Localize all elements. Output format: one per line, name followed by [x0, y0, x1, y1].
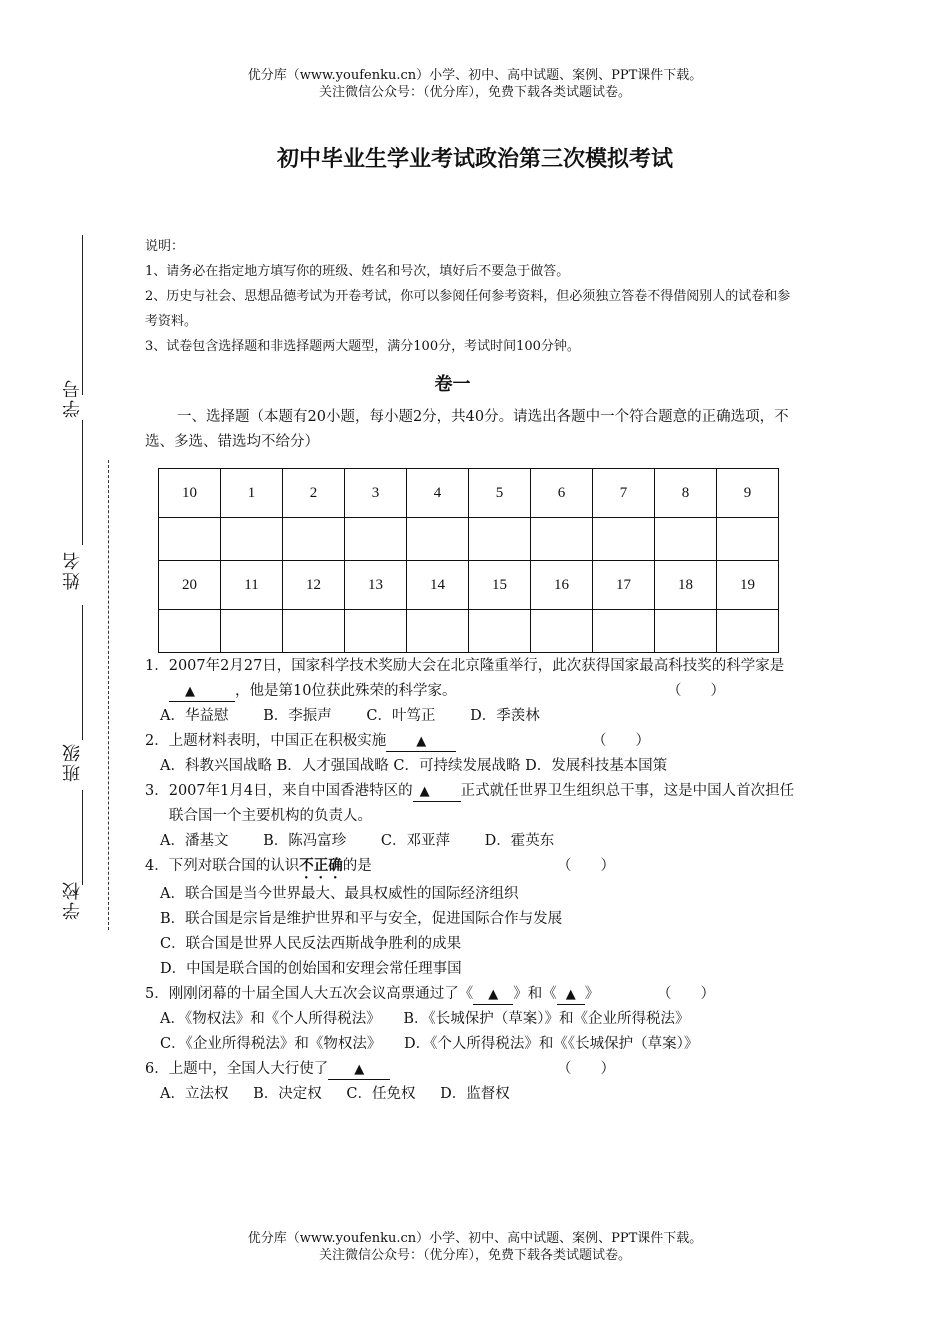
answer-blank: ▲ [473, 986, 513, 1005]
name-line [82, 420, 83, 545]
grid-number: 6 [531, 469, 593, 518]
answer-blank: ▲ [328, 1061, 390, 1080]
options-2 [145, 754, 795, 779]
question-text: 2．上题材料表明，中国正在积极实施 [145, 733, 387, 749]
class-line [82, 605, 83, 740]
page-header [0, 67, 950, 101]
grid-number: 20 [159, 561, 221, 610]
question-6 [145, 1057, 795, 1082]
options-5a [145, 1007, 795, 1032]
options-3 [145, 829, 795, 854]
option: C．《企业所得税法》和《物权法》 [160, 1036, 382, 1052]
answer-cell[interactable] [159, 610, 221, 653]
grid-number: 9 [717, 469, 779, 518]
option: A．潘基文 [160, 833, 229, 849]
instructions-heading: 说明： [145, 239, 185, 254]
question-text: 》和《 [513, 986, 557, 1002]
question-text: 6．上题中，全国人大行使了 [145, 1061, 329, 1077]
grid-number: 15 [469, 561, 531, 610]
option: C．联合国是世界人民反法西斯战争胜利的成果 [160, 936, 462, 952]
option: B．《长城保护（草案）》和《企业所得税法》 [403, 1011, 690, 1027]
header-line-1: 优分库（www.youfenku.cn）小学、初中、高中试题、案例、PPT课件下载。 [247, 68, 703, 83]
grid-number: 4 [407, 469, 469, 518]
grid-number: 12 [283, 561, 345, 610]
grid-number: 8 [655, 469, 717, 518]
exam-title: 初中毕业生学业考试政治第三次模拟考试 [276, 147, 673, 172]
answer-bracket: （ ） [557, 1061, 615, 1077]
answer-blank: ▲ [413, 783, 461, 802]
question-text: 的是 [342, 858, 372, 874]
question-3 [145, 779, 795, 829]
option: B．陈冯富珍 [263, 833, 347, 849]
grid-number: 13 [345, 561, 407, 610]
option: B．人才强国战略 [276, 758, 389, 774]
question-5 [145, 982, 795, 1007]
option: C．邓亚萍 [380, 833, 450, 849]
instruction-item: 1、请务必在指定地方填写你的班级、姓名和号次，填好后不要急于做答。 [145, 264, 570, 279]
answer-cell[interactable] [531, 610, 593, 653]
answer-cell[interactable] [717, 610, 779, 653]
page-footer [0, 1230, 950, 1264]
option: C．可持续发展战略 [393, 758, 521, 774]
option: A．科教兴国战略 [160, 758, 272, 774]
answer-cell[interactable] [469, 610, 531, 653]
option: B．决定权 [253, 1086, 322, 1102]
answer-cell[interactable] [221, 518, 283, 561]
question-text: 5．刚刚闭幕的十届全国人大五次会议高票通过了《 [145, 986, 474, 1002]
answer-cell[interactable] [593, 518, 655, 561]
answer-bracket: （ ） [667, 683, 725, 699]
section-intro: 一、选择题（本题有20小题，每小题2分，共40分。请选出各题中一个符合题意的正确选项，不选、多选、错选均不给分） [145, 409, 789, 450]
answer-cell[interactable] [469, 518, 531, 561]
question-4 [145, 854, 795, 882]
grid-number: 5 [469, 469, 531, 518]
grid-number: 19 [717, 561, 779, 610]
options-5b [145, 1032, 795, 1057]
question-1 [145, 654, 795, 704]
option: D．霍英东 [484, 833, 555, 849]
answer-bracket: （ ） [592, 733, 650, 749]
answer-cell[interactable] [531, 518, 593, 561]
option: D．监督权 [440, 1086, 510, 1102]
answer-cell[interactable] [407, 518, 469, 561]
grid-number: 18 [655, 561, 717, 610]
option: D．《个人所得税法》和《《长城保护（草案）》 [403, 1036, 699, 1052]
emphasis-text: 不正确 [299, 858, 343, 874]
answer-cell[interactable] [221, 610, 283, 653]
school-label: 学校 [62, 880, 83, 920]
option: D．季羡林 [470, 708, 540, 724]
option: C．任免权 [346, 1086, 416, 1102]
footer-line-2: 关注微信公众号：（优分库），免费下载各类试题试卷。 [318, 1248, 631, 1263]
questions [145, 654, 795, 1107]
option: C．叶笃正 [366, 708, 436, 724]
answer-grid [158, 468, 779, 653]
grid-number: 2 [283, 469, 345, 518]
question-text: ，他是第10位获此殊荣的科学家。 [235, 683, 457, 699]
grid-number: 1 [221, 469, 283, 518]
footer-line-1: 优分库（www.youfenku.cn）小学、初中、高中试题、案例、PPT课件下载。 [247, 1231, 703, 1246]
answer-blank: ▲ [557, 986, 585, 1005]
question-text: 正式就任世界卫生组织总干事，这是中国人首次担任联合国一个主要机构的负责人。 [169, 783, 795, 824]
answer-cell[interactable] [283, 518, 345, 561]
answer-cell[interactable] [407, 610, 469, 653]
answer-cell[interactable] [159, 518, 221, 561]
answer-bracket: （ ） [657, 986, 715, 1002]
grid-number: 3 [345, 469, 407, 518]
header-line-2: 关注微信公众号：（优分库），免费下载各类试题试卷。 [318, 85, 631, 100]
answer-cell[interactable] [717, 518, 779, 561]
instruction-item: 3、试卷包含选择题和非选择题两大题型，满分100分，考试时间100分钟。 [145, 339, 580, 354]
grid-number: 7 [593, 469, 655, 518]
question-text: 1．2007年2月27日，国家科学技术奖励大会在北京隆重举行，此次获得国家最高科技奖的科学家是 [145, 658, 785, 674]
question-text: 》 [584, 986, 600, 1002]
answer-cell[interactable] [593, 610, 655, 653]
answer-cell[interactable] [655, 610, 717, 653]
school-line [82, 790, 83, 885]
question-2 [145, 729, 795, 754]
student-no-label: 学号 [62, 378, 83, 418]
volume-heading: 卷一 [434, 374, 471, 395]
answer-blank: ▲ [386, 733, 456, 752]
answer-cell[interactable] [655, 518, 717, 561]
options-6 [145, 1082, 795, 1107]
class-label: 班级 [62, 742, 83, 782]
option: A．《物权法》和《个人所得税法》 [160, 1011, 381, 1027]
grid-number: 11 [221, 561, 283, 610]
option: D．中国是联合国的创始国和安理会常任理事国 [160, 961, 462, 977]
grid-number: 14 [407, 561, 469, 610]
name-label: 姓名 [62, 550, 83, 590]
option: D．发展科技基本国策 [525, 758, 668, 774]
grid-number: 10 [159, 469, 221, 518]
binding-dashed-line [108, 460, 109, 930]
option: A．华益慰 [160, 708, 229, 724]
option: B．李振声 [263, 708, 332, 724]
grid-number: 16 [531, 561, 593, 610]
option: B．联合国是宗旨是维护世界和平与安全，促进国际合作与发展 [160, 911, 563, 927]
option: A．联合国是当今世界最大、最具权威性的国际经济组织 [160, 886, 519, 902]
question-text: 4．下列对联合国的认识 [145, 858, 300, 874]
question-text: 3．2007年1月4日，来自中国香港特区的 [145, 783, 413, 799]
option: A．立法权 [160, 1086, 229, 1102]
grid-number: 17 [593, 561, 655, 610]
answer-cell[interactable] [345, 518, 407, 561]
answer-cell[interactable] [345, 610, 407, 653]
instructions [145, 234, 795, 359]
answer-blank: ▲ [169, 683, 235, 702]
answer-bracket: （ ） [557, 858, 615, 874]
instruction-item: 2、历史与社会、思想品德考试为开卷考试，你可以参阅任何参考资料，但必须独立答卷不得借阅别人的试卷和参考资料。 [145, 289, 791, 329]
answer-cell[interactable] [283, 610, 345, 653]
options-1 [145, 704, 795, 729]
